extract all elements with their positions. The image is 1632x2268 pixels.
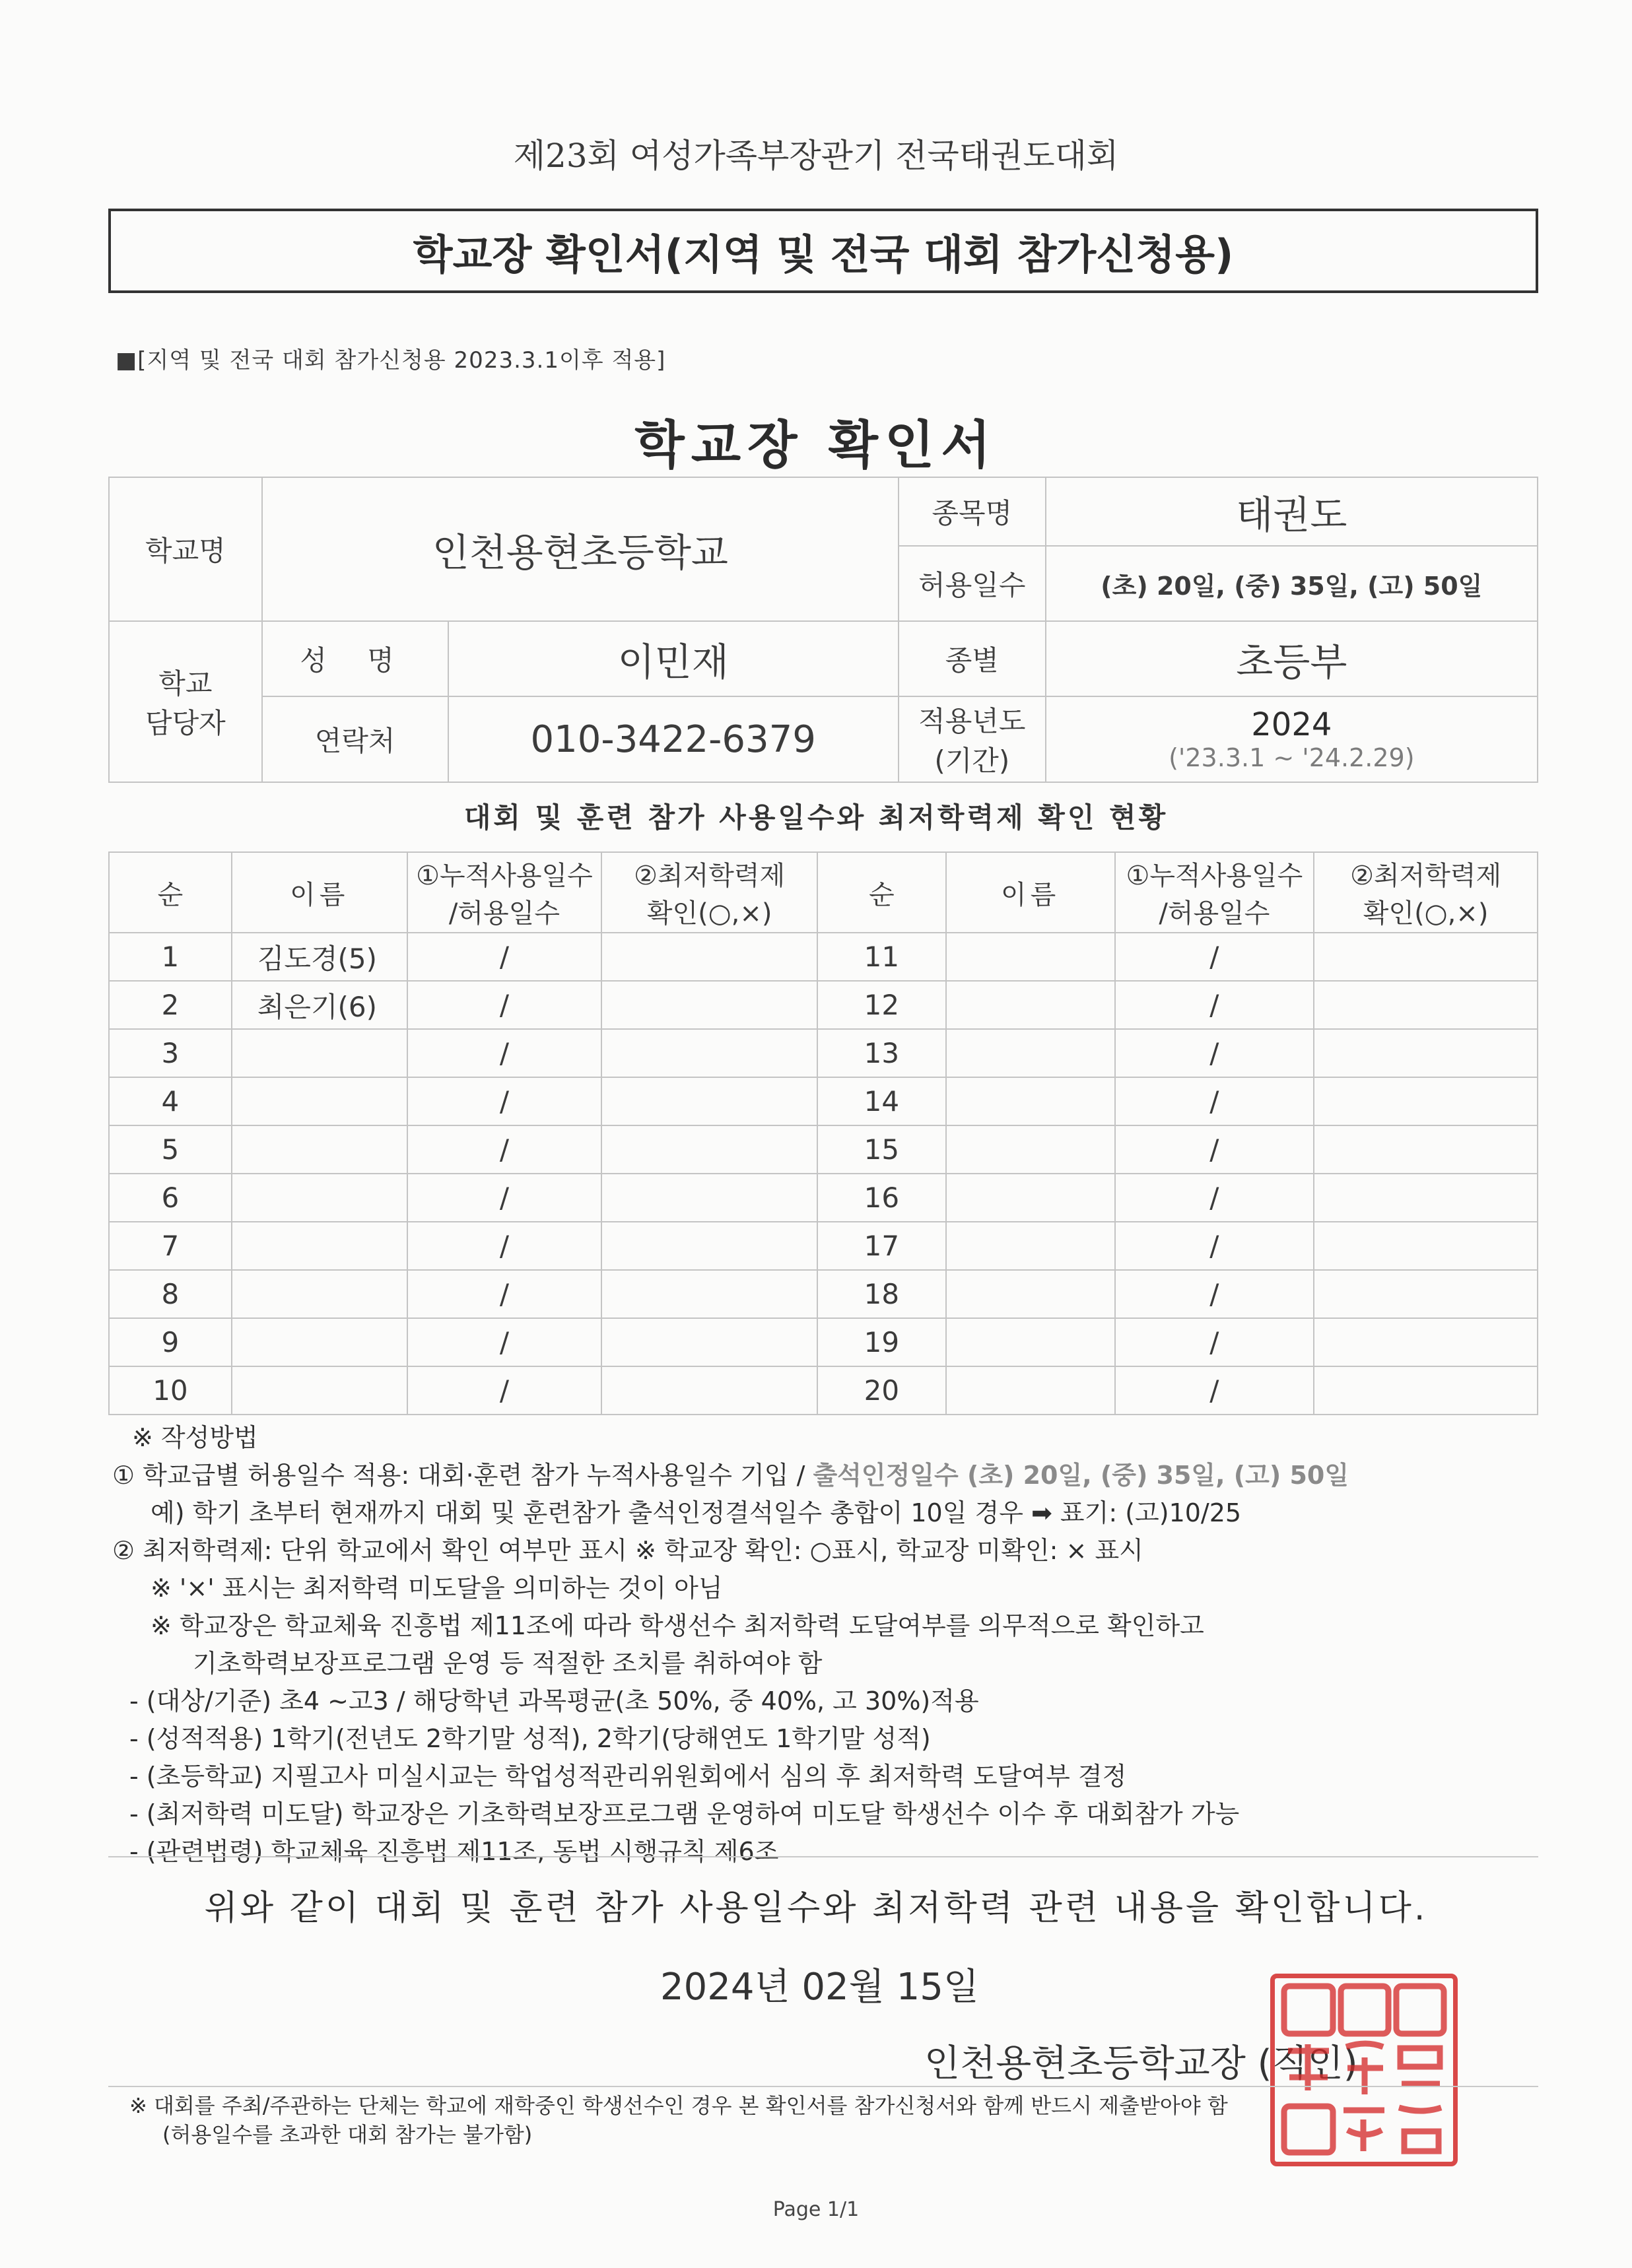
row-no-left: 2: [109, 981, 232, 1029]
row-no-left: 1: [109, 933, 232, 981]
col-header-days-line1: ①누적사용일수: [416, 861, 593, 891]
school-name-label: 학교명: [109, 477, 262, 621]
event-title: 제23회 여성가족부장관기 전국태권도대회: [513, 137, 1119, 175]
row-no-right: 12: [817, 981, 946, 1029]
row-min-left: [601, 1125, 817, 1174]
row-min-right: [1314, 1318, 1538, 1366]
row-days-right: /: [1115, 1077, 1314, 1125]
row-days-left: /: [407, 1174, 602, 1222]
footnote-line-2: (허용일수를 초과한 대회 참가는 불가함): [162, 2122, 533, 2147]
phone-value: 010-3422-6379: [448, 696, 899, 782]
method-line-7: - (대상/기준) 초4 ~고3 / 해당학년 과목평균(초 50%, 중 40%, 고 30%)적용: [129, 1686, 979, 1716]
row-no-right: 15: [817, 1125, 946, 1174]
row-no-left: 9: [109, 1318, 232, 1366]
row-days-left: /: [407, 1077, 602, 1125]
row-min-left: [601, 1366, 817, 1415]
row-name-right: [946, 1029, 1115, 1077]
col-header-min-right: [1314, 852, 1538, 933]
row-min-right: [1314, 1174, 1538, 1222]
confirmation-statement: 위와 같이 대회 및 훈련 참가 사용일수와 최저학력 관련 내용을 확인합니다.: [204, 1888, 1428, 1928]
applicable-year-label-line2: (기간): [934, 745, 1010, 777]
row-min-left: [601, 1077, 817, 1125]
row-name-left: [232, 1174, 407, 1222]
row-min-left: [601, 1318, 817, 1366]
row-no-right: 14: [817, 1077, 946, 1125]
row-no-left: 10: [109, 1366, 232, 1415]
method-line-11: - (관련법령) 학교체육 진흥법 제11조, 동법 시행규칙 제6조: [129, 1837, 779, 1866]
row-no-right: 13: [817, 1029, 946, 1077]
row-no-left: 5: [109, 1125, 232, 1174]
row-days-right: /: [1115, 981, 1314, 1029]
info-table: [108, 477, 1538, 783]
row-days-left: /: [407, 1125, 602, 1174]
row-no-right: 20: [817, 1366, 946, 1415]
row-name-right: [946, 1318, 1115, 1366]
row-name-left: 최은기(6): [232, 981, 407, 1029]
row-no-right: 16: [817, 1174, 946, 1222]
row-name-right: [946, 1270, 1115, 1318]
col-header-days-right: [1115, 852, 1314, 933]
row-min-left: [601, 1270, 817, 1318]
table-row: [109, 1077, 1538, 1125]
table-row: [109, 1174, 1538, 1222]
division-value: 초등부: [1046, 621, 1538, 696]
seal-pattern: [1275, 1978, 1453, 2162]
row-name-right: [946, 933, 1115, 981]
table-row: [109, 981, 1538, 1029]
table-row: [109, 1270, 1538, 1318]
row-no-right: 17: [817, 1222, 946, 1270]
row-no-right: 19: [817, 1318, 946, 1366]
row-min-left: [601, 981, 817, 1029]
row-days-right: /: [1115, 1029, 1314, 1077]
row-days-right: /: [1115, 1366, 1314, 1415]
page-title: 학교장 확인서: [634, 416, 998, 475]
row-name-left: 김도경(5): [232, 933, 407, 981]
page-number: Page 1/1: [772, 2198, 860, 2221]
row-days-right: /: [1115, 1125, 1314, 1174]
row-name-left: [232, 1125, 407, 1174]
applicability-note: ■[지역 및 전국 대회 참가신청용 2023.3.1이후 적용]: [116, 347, 666, 374]
footnote: [129, 2091, 1228, 2149]
sport-label: 종목명: [899, 477, 1046, 546]
contact-person-label: [109, 621, 262, 782]
row-name-right: [946, 981, 1115, 1029]
row-min-left: [601, 1222, 817, 1270]
row-min-right: [1314, 1077, 1538, 1125]
row-min-right: [1314, 1125, 1538, 1174]
name-label: 성 명: [262, 621, 448, 696]
divider: [108, 1856, 1538, 1857]
status-table: [108, 851, 1538, 1415]
method-line-1-text: ① 학교급별 허용일수 적용: 대회·훈련 참가 누적사용일수 기입 /: [112, 1461, 813, 1490]
col-header-days-right-line2: /허용일수: [1159, 898, 1270, 929]
row-min-left: [601, 1029, 817, 1077]
status-header-row: [109, 852, 1538, 933]
method-line-9: - (초등학교) 지필고사 미실시교는 학업성적관리위원회에서 심의 후 최저학력 도달여부 결정: [129, 1762, 1127, 1791]
row-name-left: [232, 1077, 407, 1125]
allowed-days-label: 허용일수: [899, 546, 1046, 621]
row-name-left: [232, 1270, 407, 1318]
method-title: ※ 작성방법: [132, 1423, 258, 1452]
year-value: 2024: [1251, 706, 1332, 743]
footnote-line-1: ※ 대회를 주최/주관하는 단체는 학교에 재학중인 학생선수인 경우 본 확인서를 참가신청서와 함께 반드시 제출받아야 함: [129, 2093, 1228, 2118]
row-min-right: [1314, 1270, 1538, 1318]
row-min-right: [1314, 1366, 1538, 1415]
row-name-left: [232, 1318, 407, 1366]
row-name-left: [232, 1222, 407, 1270]
table-row: [109, 1366, 1538, 1415]
row-no-left: 8: [109, 1270, 232, 1318]
method-line-8: - (성적적용) 1학기(전년도 2학기말 성적), 2학기(당해연도 1학기말 성적): [129, 1724, 931, 1753]
row-days-left: /: [407, 1029, 602, 1077]
col-header-min-line1: ②최저학력제: [634, 861, 786, 891]
col-header-min-line2: 확인(○,×): [646, 898, 772, 929]
name-value: 이민재: [448, 621, 899, 696]
phone-label: 연락처: [262, 696, 448, 782]
col-header-name: 이름: [232, 852, 407, 933]
row-no-left: 6: [109, 1174, 232, 1222]
method-line-4: ※ '×' 표시는 최저학력 미도달을 의미하는 것이 아님: [151, 1574, 723, 1603]
col-header-days-right-line1: ①누적사용일수: [1126, 861, 1303, 891]
issue-date: 2024년 02월 15일: [660, 1966, 979, 2009]
method-line-3: ② 최저학력제: 단위 학교에서 확인 여부만 표시 ※ 학교장 확인: ○표시, 학교장 미확인: × 표시: [112, 1536, 1143, 1565]
row-min-right: [1314, 1029, 1538, 1077]
principal-signature-line: 인천용현초등학교장 (직인): [924, 2042, 1358, 2085]
row-min-right: [1314, 933, 1538, 981]
allowed-days-value: (초) 20일, (중) 35일, (고) 50일: [1046, 546, 1538, 621]
school-name-value: 인천용현초등학교: [262, 477, 899, 621]
col-header-no-right: 순: [817, 852, 946, 933]
col-header-days-line2: /허용일수: [448, 898, 560, 929]
table-row: [109, 1029, 1538, 1077]
row-days-left: /: [407, 933, 602, 981]
applicable-year-value: [1046, 696, 1538, 782]
method-line-10: - (최저학력 미도달) 학교장은 기초학력보장프로그램 운영하여 미도달 학생선수 이수 후 대회참가 가능: [129, 1799, 1240, 1828]
row-days-right: /: [1115, 1174, 1314, 1222]
row-name-left: [232, 1029, 407, 1077]
row-days-right: /: [1115, 1222, 1314, 1270]
row-days-left: /: [407, 981, 602, 1029]
col-header-min: [601, 852, 817, 933]
col-header-min-right-line2: 확인(○,×): [1363, 898, 1489, 929]
row-no-right: 18: [817, 1270, 946, 1318]
col-header-name-right: 이름: [946, 852, 1115, 933]
divider: [108, 2086, 1538, 2087]
row-no-left: 7: [109, 1222, 232, 1270]
row-min-left: [601, 933, 817, 981]
method-line-1: [112, 1457, 1545, 1494]
official-seal: [1270, 1974, 1458, 2166]
division-label: 종별: [899, 621, 1046, 696]
method-line-2: 예) 학기 초부터 현재까지 대회 및 훈련참가 출석인정결석일수 총합이 10일 경우 ➡ 표기: (고)10/25: [151, 1498, 1242, 1527]
contact-person-label-line2: 담당자: [145, 707, 226, 739]
row-name-right: [946, 1174, 1115, 1222]
row-days-right: /: [1115, 1318, 1314, 1366]
col-header-no: 순: [109, 852, 232, 933]
row-days-left: /: [407, 1366, 602, 1415]
row-days-right: /: [1115, 1270, 1314, 1318]
method-line-1-highlight: 출석인정일수 (초) 20일, (중) 35일, (고) 50일: [813, 1461, 1349, 1490]
row-name-right: [946, 1077, 1115, 1125]
row-no-right: 11: [817, 933, 946, 981]
row-min-right: [1314, 981, 1538, 1029]
method-line-5: ※ 학교장은 학교체육 진흥법 제11조에 따라 학생선수 최저학력 도달여부를 의무적으로 확인하고: [151, 1611, 1204, 1640]
table-row: [109, 1125, 1538, 1174]
row-name-right: [946, 1222, 1115, 1270]
contact-person-label-line1: 학교: [158, 667, 213, 700]
row-min-left: [601, 1174, 817, 1222]
sport-value: 태권도: [1046, 477, 1538, 546]
writing-method: [112, 1419, 1545, 1871]
row-name-right: [946, 1125, 1115, 1174]
row-name-left: [232, 1366, 407, 1415]
row-days-right: /: [1115, 933, 1314, 981]
col-header-days: [407, 852, 602, 933]
applicable-year-label-line1: 적용년도: [918, 705, 1026, 737]
table-row: [109, 1318, 1538, 1366]
row-days-left: /: [407, 1270, 602, 1318]
year-period: ('23.3.1 ~ '24.2.29): [1169, 743, 1415, 772]
row-min-right: [1314, 1222, 1538, 1270]
method-line-6: 기초학력보장프로그램 운영 등 적절한 조치를 취하여야 함: [193, 1649, 823, 1678]
col-header-min-right-line1: ②최저학력제: [1350, 861, 1502, 891]
table-row: [109, 1222, 1538, 1270]
row-days-left: /: [407, 1222, 602, 1270]
row-days-left: /: [407, 1318, 602, 1366]
row-no-left: 3: [109, 1029, 232, 1077]
table-row: [109, 933, 1538, 981]
status-heading: 대회 및 훈련 참가 사용일수와 최저학력제 확인 현황: [463, 801, 1169, 834]
document-title-box: 학교장 확인서(지역 및 전국 대회 참가신청용): [108, 209, 1538, 293]
row-name-right: [946, 1366, 1115, 1415]
applicable-year-label: [899, 696, 1046, 782]
row-no-left: 4: [109, 1077, 232, 1125]
